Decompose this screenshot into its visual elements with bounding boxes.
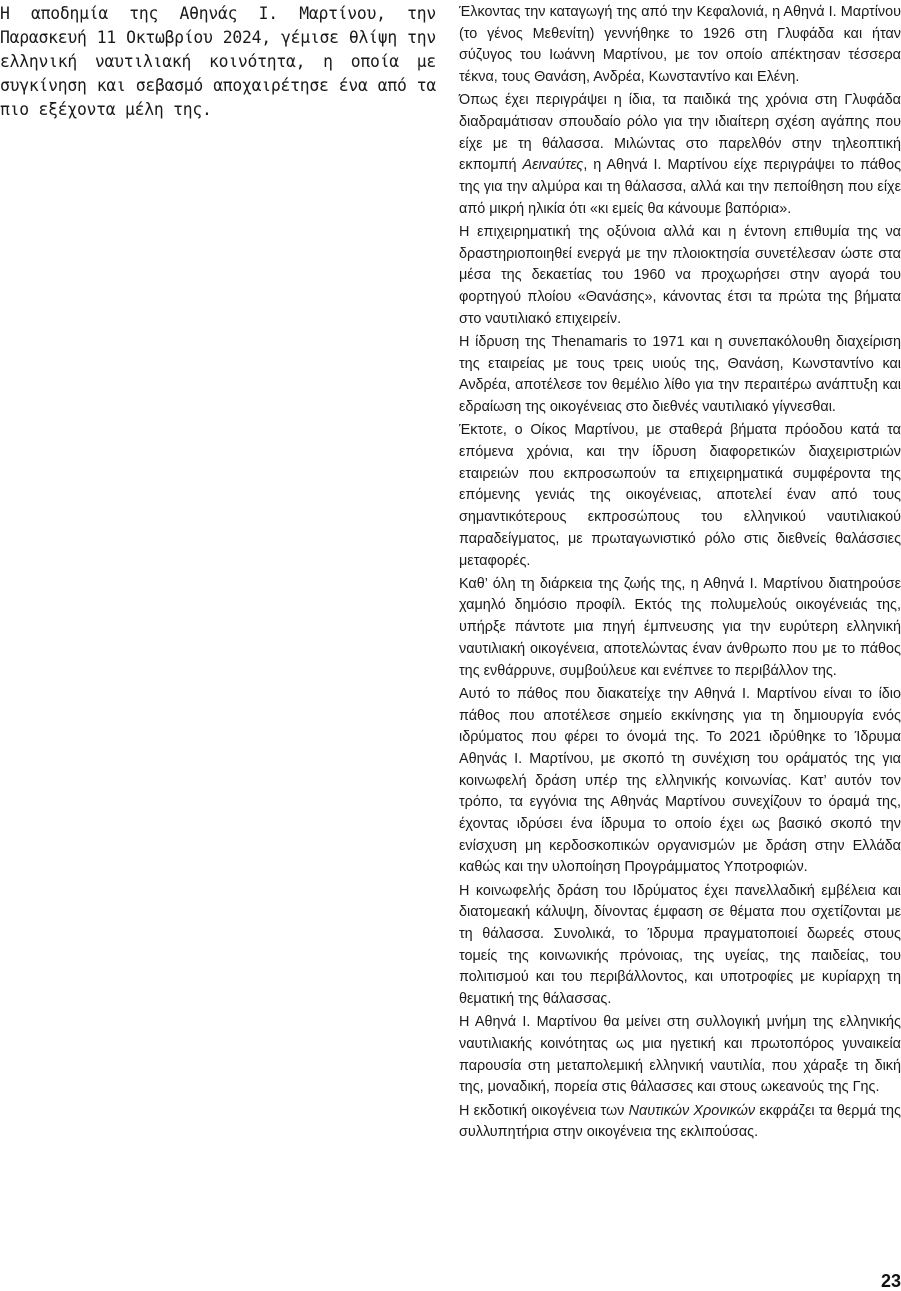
tv-show-title: Αειναύτες xyxy=(522,157,584,174)
body-paragraph-10-part-a: Η εκδοτική οικογένεια των xyxy=(459,1102,629,1119)
lead-paragraph: Η αποδημία της Αθηνάς Ι. Μαρτίνου, την Παρασκευή 11 Οκτωβρίου 2024, γέμισε θλίψη την ελληνική ναυτιλιακή κοινότητα, η οποία με συγκίνηση και σεβασμό αποχαιρέτησε ένα από τα πιο εξέχοντα μέλη της. xyxy=(0,4,436,119)
body-paragraph-5: Έκτοτε, ο Οίκος Μαρτίνου, με σταθερά βήματα πρόοδου κατά τα επόμενα χρόνια, και την ίδρυση διαφορετικών διαχειριστριών εταιρειών που εκπροσωπούν τα επιχειρηματικά συμφέροντα της επόμενης γενιάς της οικογένειας, αποτελεί έναν από τους σημαντικότερους εκπροσώπους του ελληνικού ναυτιλιακού παραδείγματος, με πρωταγωνιστικό ρόλο στις διεθνείς θαλάσσιες μεταφορές. xyxy=(459,422,901,569)
body-paragraph-9: Η Αθηνά Ι. Μαρτίνου θα μείνει στη συλλογική μνήμη της ελληνικής ναυτιλιακής κοινότητας ως μια ηγετική και πρωτοπόρος γυναικεία παρουσία στη μεταπολεμική ελληνική ναυτιλία, που χάραξε τη δική της, μοναδική, πορεία στις θάλασσες και στους ωκεανούς της Γης. xyxy=(459,1014,901,1096)
body-paragraph-8: Η κοινωφελής δράση του Ιδρύματος έχει πανελλαδική εμβέλεια και διατομεακή κάλυψη, δίνοντας έμφαση σε θέματα που σχετίζονται με τη θάλασσα. Συνολικά, το Ίδρυμα πραγματοποιεί δωρεές στους τομείς της κοινωνικής πρόνοιας, της υγείας, της παιδείας, του πολιτισμού και του περιβάλλοντος, και υποτροφίες με κυρίαρχη τη θεματική της θάλασσας. xyxy=(459,882,901,1008)
page-number: 23 xyxy=(880,1271,901,1291)
body-paragraph-3: Η επιχειρηματική της οξύνοια αλλά και η έντονη επιθυμία της να δραστηριοποιηθεί ενεργά με την πλοιοκτησία συνετέλεσαν ώστε στα μέσα της δεκαετίας του 1960 να προχωρήσει στην αγορά του φορτηγού πλοίου «Θανάσης», κάνοντας έτσι τα πρώτα της βήματα στο ναυτιλιακό επιχειρείν. xyxy=(459,224,901,327)
body-paragraph-6: Καθ’ όλη τη διάρκεια της ζωής της, η Αθηνά Ι. Μαρτίνου διατηρούσε χαμηλό δημόσιο προφίλ. Εκτός της πολυμελούς οικογένειάς της, υπήρξε πάντοτε μια πηγή έμπνευσης για την ευρύτερη ελληνική ναυτιλιακή οικογένεια, αποτελώντας έναν άνθρωπο που με το πάθος της ενθάρρυνε, συμβούλευε και ενέπνεε το περιβάλλον της. xyxy=(459,575,901,679)
article-body xyxy=(459,2,901,1146)
publication-title: Ναυτικών Χρονικών xyxy=(628,1102,756,1119)
body-paragraph-10-part-b: εκφράζει τα θερμά της συλλυπητήρια στην οικογένεια της εκλιπούσας. xyxy=(459,1102,901,1141)
body-paragraph-4: Η ίδρυση της Thenamaris το 1971 και η συνεπακόλουθη διαχείριση της εταιρείας με τους τρεις υιούς της, Θανάση, Κωνσταντίνο και Ανδρέα, αποτέλεσε τον θεμέλιο λίθο για την περαιτέρω ανάπτυξη και εδραίωση της οικογένειας στο διεθνές ναυτιλιακό γίγνεσθαι. xyxy=(459,334,901,416)
body-paragraph-2-part-b: , η Αθηνά Ι. Μαρτίνου είχε περιγράψει το πάθος της για την αλμύρα και τη θάλασσα, αλλά και την πεποίθηση που είχε από μικρή ηλικία ότι «κι εμείς θα κάνουμε βαπόρια». xyxy=(459,157,901,217)
body-paragraph-1: Έλκοντας την καταγωγή της από την Κεφαλονιά, η Αθηνά Ι. Μαρτίνου (το γένος Μεθενίτη) γεννήθηκε το 1926 στη Γλυφάδα και ήταν σύζυγος του Ιωάννη Μαρτίνου, με τον οποίο απέκτησαν τέσσερα τέκνα, τους Θανάση, Ανδρέα, Κωνσταντίνο και Ελένη. xyxy=(459,4,901,86)
body-paragraph-10 xyxy=(459,1101,901,1144)
body-paragraph-7: Αυτό το πάθος που διακατείχε την Αθηνά Ι. Μαρτίνου είναι το ίδιο πάθος που αποτέλεσε σημείο εκκίνησης για τη δημιουργία ενός ιδρύματος που φέρει το όνομά της. Το 2021 ιδρύθηκε το Ίδρυμα Αθηνάς Ι. Μαρτίνου, με σκοπό τη συνέχιση του οράματός της για κοινωφελή δράση υπέρ της ελληνικής κοινωνίας. Κατ’ αυτόν τον τρόπο, τα εγγόνια της Αθηνάς Μαρτίνου συνεχίζουν το όραμά της, έχοντας ιδρύσει ένα ίδρυμα το οποίο έχει ως βασικό σκοπό την ενίσχυση μη κερδοσκοπικών οργανισμών με δράση στην Ελλάδα καθώς και την υλοποίηση Προγράμματος Υποτροφιών. xyxy=(459,685,901,876)
body-paragraph-2 xyxy=(459,90,901,220)
body-paragraph-2-part-a: Όπως έχει περιγράψει η ίδια, τα παιδικά της χρόνια στη Γλυφάδα διαδραμάτισαν σπουδαίο ρόλο για την ιδιαίτερη σχέση αγάπης που είχε με τη θάλασσα. Μιλώντας στο παρελθόν στην τηλεοπτική εκπομπή xyxy=(459,92,901,174)
